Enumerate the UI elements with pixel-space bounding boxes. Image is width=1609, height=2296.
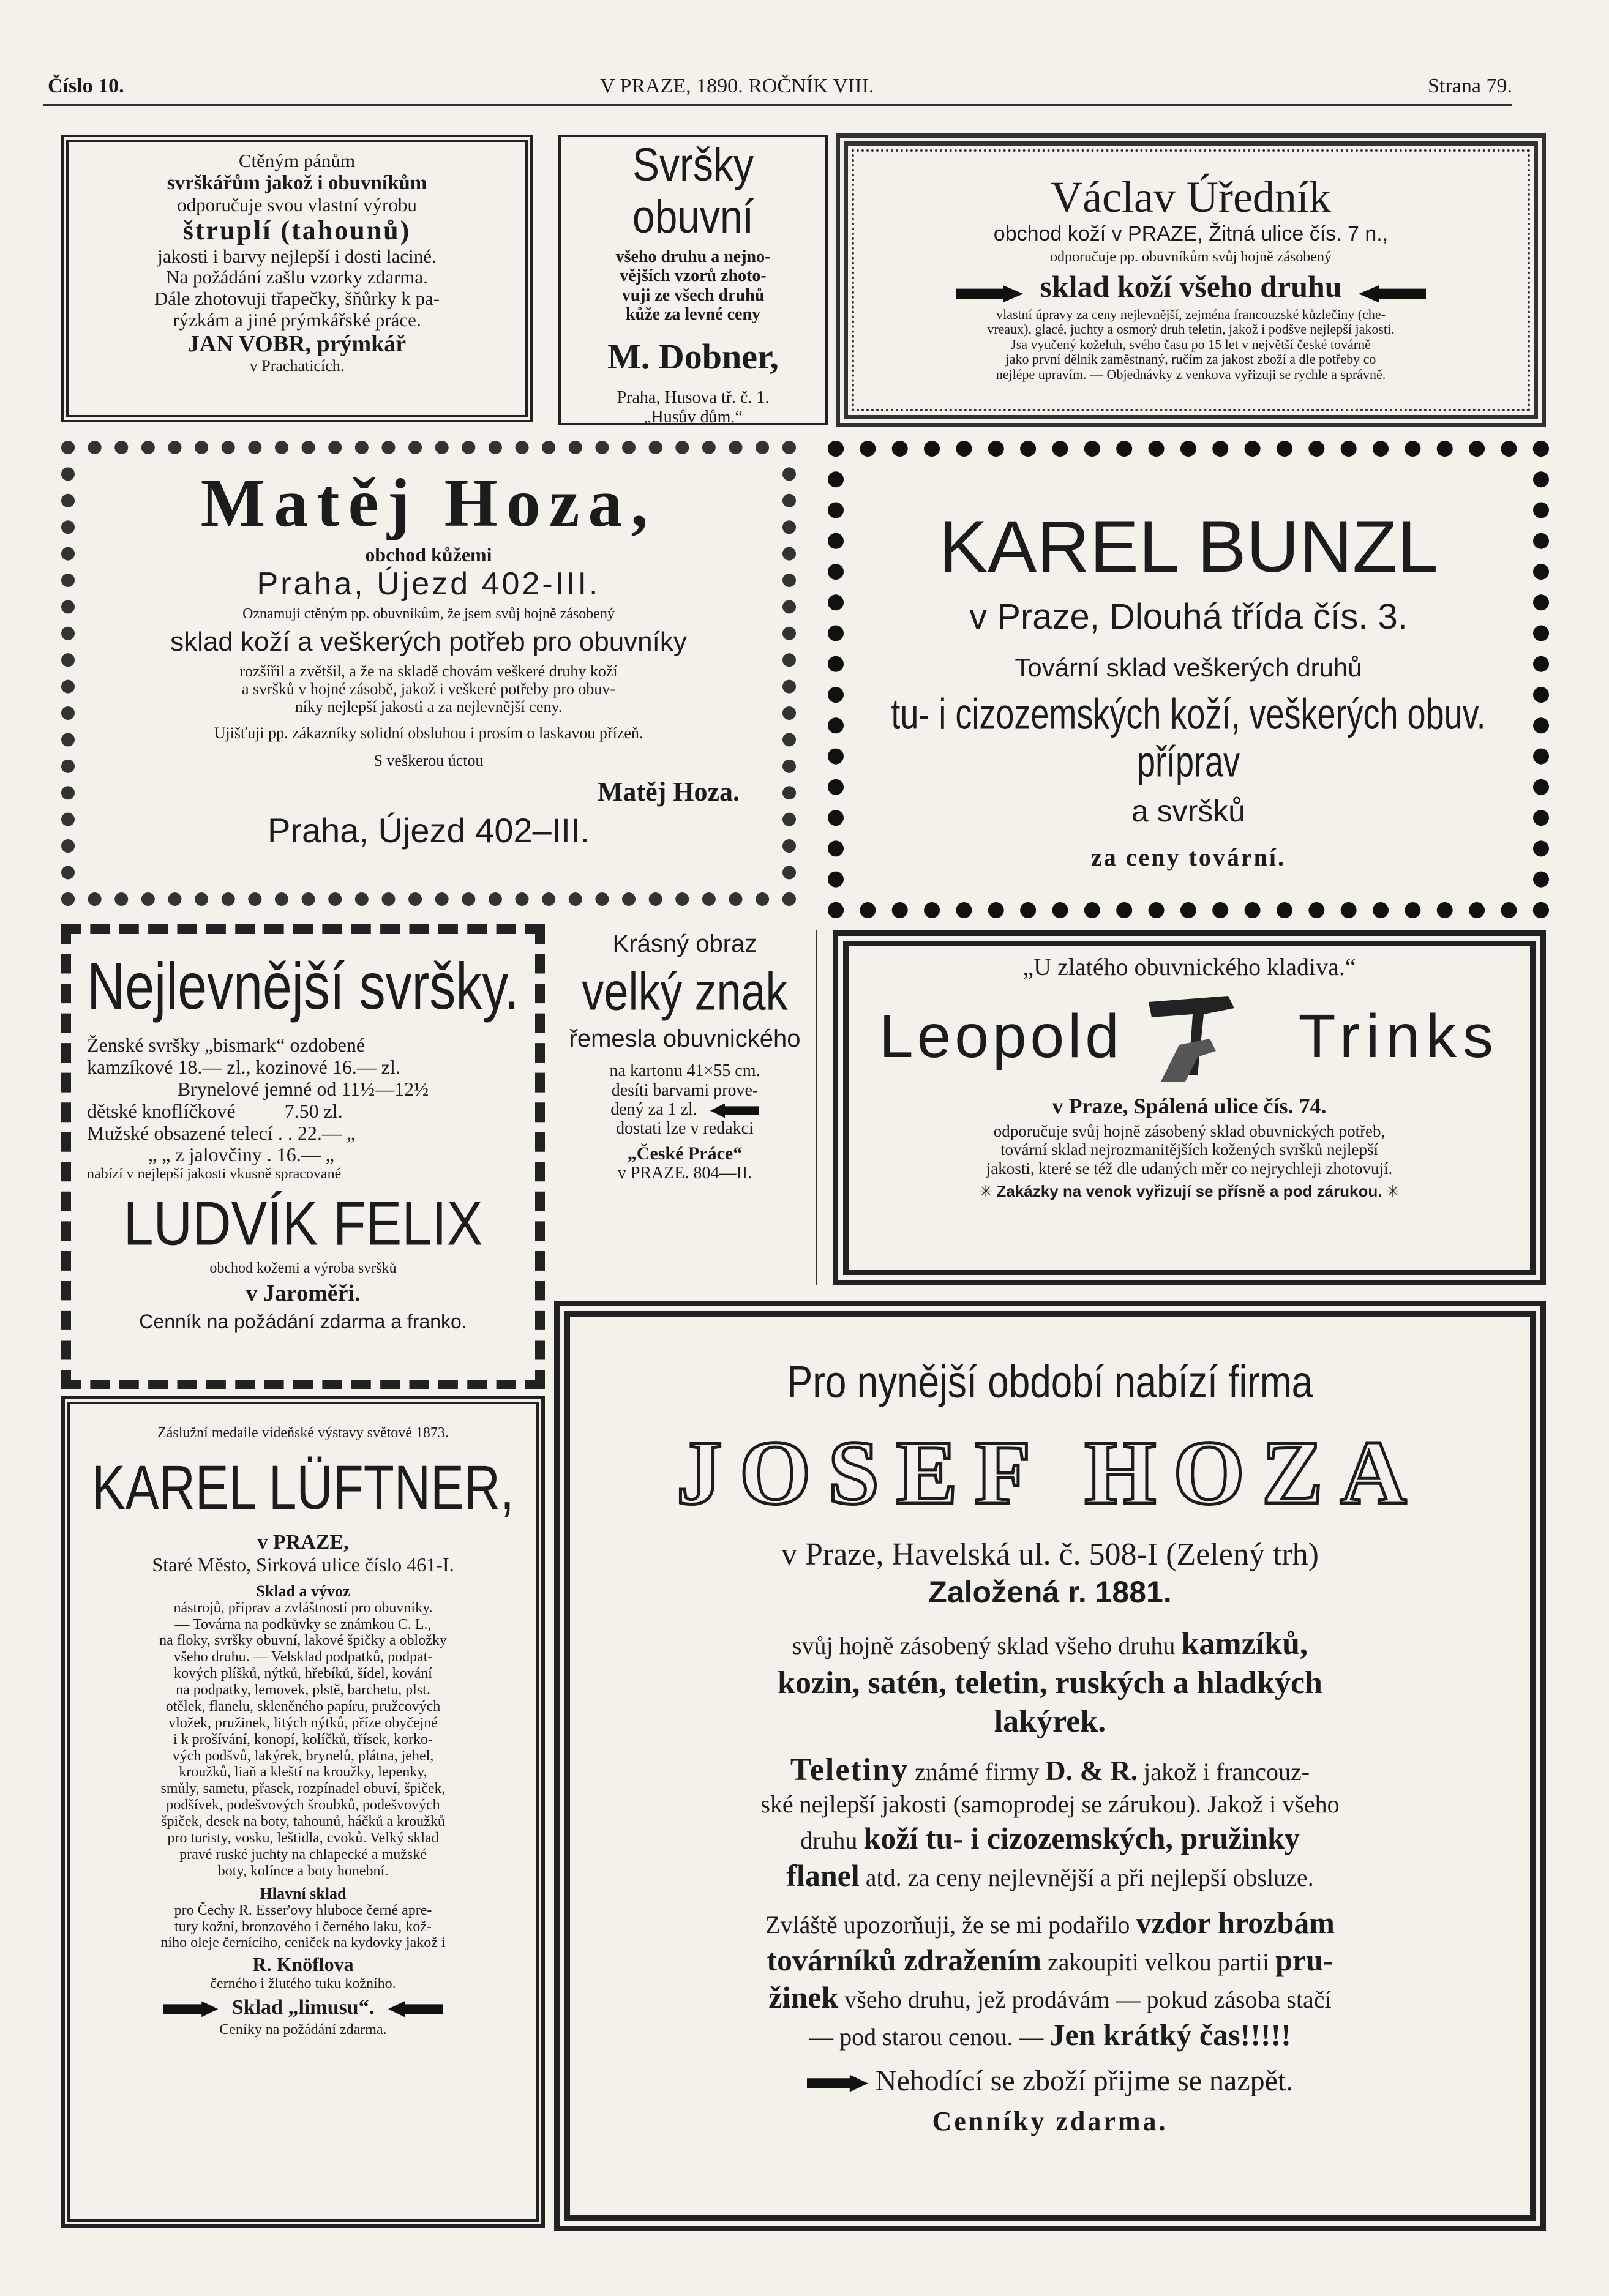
luftner-body2-3: ního oleje černícího, ceniček na kydovky jakož i [160,1935,446,1951]
ad-matej-hoza [61,441,796,906]
page-header [43,75,1512,105]
felix-name: LUDVÍK FELIX [123,1188,483,1258]
vobr-signature: JAN VOBR, prýmkář [187,331,407,357]
matej-assure: Ujišťuji pp. zákazníky solidní obsluhou i prosím o laskavou přízeň. [214,724,643,742]
josef-addr-row [607,1535,1493,1574]
josef-p2e: ské nejlepší jakosti (samoprodej se zárukou). Jakož i všeho [760,1790,1340,1818]
dobner-body-3: vuji ze všech druhů [621,285,765,305]
ad-felix [61,924,545,1389]
pointing-hand-icon [710,1104,759,1118]
issue-number: Číslo 10. [48,75,124,97]
luftner-sec1: Sklad a vývoz [256,1582,350,1600]
star-icon: ✳ [979,1182,992,1201]
luftner-body-11: kroužků, liaň a kleští na kroužky, lepenky, [179,1764,427,1781]
luftner-body-17: boty, kolínce a boty honební. [217,1863,389,1879]
trinks-footer: Zakázky na venok vyřizují se přísně a pod zárukou. [996,1181,1382,1200]
issue-date-volume: V PRAZE, 1890. ROČNÍK VIII. [600,75,874,97]
luftner-body-15: pro turisty, vosku, leštidla, cvoků. Velký sklad [167,1830,439,1846]
trinks-name-row [873,990,1506,1094]
josef-para-4 [607,2063,1493,2100]
josef-p1b: kamzíků, [1181,1626,1308,1662]
trinks-body-3: jakosti, které se též dle udaných měr co nejrychleji zhotovují. [986,1159,1393,1178]
luftner-body-1: nástrojů, příprav a zvláštností pro obuvníky. [173,1599,433,1616]
urednik-body-1: vlastní úpravy za ceny nejlevnější, zejména francouzské kůzlečiny (che- [996,306,1386,322]
luftner-footer: Ceníky na požádání zdarma. [219,2022,387,2038]
luftner-body-8: vložek, pružinek, litých nýtků, příze obyčejné [168,1715,438,1731]
luftner-body-2: — Továrna na podkůvky se známkou C. L., [174,1616,432,1632]
obraz-line-1: Krásný obraz [612,930,757,957]
josef-p3e: pru- [1275,1942,1333,1977]
matej-regards: S veškerou úctou [373,752,484,770]
dobner-body-4: kůže za levné ceny [625,304,761,324]
matej-body-3: níky nejlepší jakosti a za nejlevnější ceny. [294,697,563,716]
luftner-sklad: Sklad „limusu“. [231,1996,375,2019]
matej-headline: sklad koží a veškerých potřeb pro obuvníky [170,627,687,657]
josef-p2c: D. & R. [1045,1755,1138,1787]
josef-p3i: Jen krátký čas!!!!! [1049,2017,1291,2052]
page-number: Strana 79. [1428,75,1512,97]
matej-sub: obchod kůžemi [365,544,492,566]
ad-obraz [554,930,817,1285]
urednik-body-3: Jsa vyučený koželuh, svého času po 15 let v největší české továrně [1011,336,1371,352]
luftner-body-10: vých podšvů, lakýrek, brynelů, plátna, jehel, [172,1748,434,1764]
josef-p3c: továrníků zdražením [767,1942,1041,1977]
hand-holding-hammer-icon [1136,990,1247,1088]
luftner-body2-1: pro Čechy R. Esser'ovy hluboce černé apre- [174,1902,432,1918]
luftner-body-12: smůly, sametu, přasek, rozpínadel obuví, špiček, [160,1781,446,1797]
obraz-addr: v PRAZE. 804—II. [617,1164,752,1183]
matej-addr: Praha, Újezd 402-III. [257,566,601,602]
urednik-headline: sklad koží všeho druhu [1040,269,1342,304]
josef-p4: Nehodící se zboží přijme se nazpět. [875,2064,1294,2097]
ad-luftner [61,1396,545,2228]
josef-p2d: jakož i francouz- [1144,1758,1310,1786]
josef-para-2 [607,1751,1493,1894]
header-rule [43,104,1512,106]
josef-p3g: všeho druhu, jež prodávám — pokud zásoba stačí [844,1985,1332,2013]
josef-p2b: známé firmy [915,1758,1040,1786]
urednik-body-4: jako první dělník zaměstnaný, ručím za jakost zboží a dle potřeby co [1005,351,1376,367]
luftner-sec2: Hlavní sklad [260,1884,347,1902]
urednik-body-2: vreaux), glacé, juchty a osmorý druh teletin, jakož i podšve nejlepší jakosti. [987,321,1395,337]
urednik-body-5: nejlépe upravím. — Objednávky z venkova vyřizuji se rychle a správně. [996,367,1386,383]
matej-signature: Matěj Hoza. [597,777,740,807]
vobr-line-7: Dále zhotovuji třapečky, šňůrky k pa- [154,288,440,310]
vobr-line-1: Ctěným pánům [238,150,356,171]
josef-p2f: druhu [800,1826,858,1854]
felix-title: Nejlevnější svršky. [87,949,519,1023]
obraz-line-2: řemesla obuvnického [569,1025,801,1053]
luftner-body-4: všeho druhu. — Velsklad podpatků, podpat- [173,1649,433,1666]
josef-p1d: lakýrek. [994,1703,1106,1739]
vobr-line-8: rýzkám a jiné prýmkářské práce. [173,309,421,331]
trinks-body-1: odporučuje svůj hojně zásobený sklad obuvnických potřeb, [993,1122,1386,1141]
luftner-body-3: na floky, svršky obuvní, lakové špičky a obložky [159,1632,447,1649]
ad-bunzl [828,441,1549,918]
matej-body-2: a svršků v hojné zásobě, jakož i veškeré potřeby pro obuv- [241,679,616,698]
dobner-body-2: vějších vzorů zhoto- [620,266,767,286]
dobner-addr-1: Praha, Husova tř. č. 1. [617,388,770,408]
ad-dobner [558,135,828,425]
vobr-line-6: Na požádání zašlu vzorky zdarma. [166,266,428,288]
josef-p2h: flanel [786,1858,860,1893]
urednik-rec: odporučuje pp. obuvníkům svůj hojně zásobený [1050,249,1332,265]
josef-p3a: Zvláště upozorňuji, že se mi podařilo [765,1910,1130,1939]
felix-row-6: „ „ z jalovčiny . 16.— „ [148,1143,334,1166]
josef-intro: Pro nynější období nabízí firma [787,1357,1313,1408]
luftner-body-7: otělek, flanelu, skleněného papíru, pružcových [165,1698,441,1715]
bunzl-name: KAREL BUNZL [939,506,1438,588]
obraz-paper: „České Práce“ [627,1143,743,1164]
felix-footer: Cenník na požádání zdarma a franko. [139,1311,467,1333]
josef-p1a: svůj hojně zásobený sklad všeho druhu [792,1632,1176,1660]
felix-row-4: dětské knoflíčkové 7.50 zl. [87,1099,343,1122]
hand-icon [1161,1039,1216,1082]
luftner-body-13: podšívek, podešvových šroubků, podešvových [166,1797,440,1814]
josef-para-3 [607,1904,1493,2054]
josef-p2a: Teletiny [790,1752,909,1788]
felix-row-3: Brynelové jemné od 11½—12½ [177,1077,429,1100]
pointing-hand-icon [956,285,1023,302]
felix-row-1: Ženské svršky „bismark“ ozdobené [87,1034,366,1056]
star-icon: ✳ [1386,1182,1400,1201]
bunzl-line2: tu- i cizozemských koží, veškerých obuv. příprav [891,690,1486,787]
pointing-hand-icon [807,2075,868,2092]
dobner-addr-2: „Husův dům.“ [643,407,743,427]
ad-josef-hoza [554,1301,1546,2231]
vobr-line-2: svrškářům jakož i obuvníkům [167,171,427,194]
ad-vobr [61,135,533,422]
obraz-body-1: na kartonu 41×55 cm. [609,1061,760,1081]
vobr-place: v Prachaticích. [249,357,345,375]
obraz-body-3: dený za 1 zl. [610,1099,697,1119]
bunzl-addr: v Praze, Dlouhá třída čís. 3. [969,597,1408,637]
bunzl-line3: a svršků [1131,794,1246,829]
luftner-name: KAREL LÜFTNER, [92,1453,514,1523]
josef-p3b: vzdor hrozbám [1136,1905,1335,1940]
ad-trinks [833,930,1546,1285]
matej-body-1: rozšířil a zvětšil, a že na skladě chovám veškeré druhy koží [239,662,618,680]
ad-urednik [836,133,1546,427]
vobr-line-5: jakosti i barvy nejlepší i dosti laciné. [157,245,437,267]
dobner-body-1: všeho druhu a nejno- [615,247,771,266]
trinks-name-left: Leopold [879,1001,1123,1071]
urednik-headline-row [875,269,1507,304]
trinks-body-2: tovární sklad nejrozmanitějších kožených svršků nejlepší [1000,1140,1379,1159]
josef-founded: Založená r. 1881. [928,1575,1172,1610]
urednik-name: Václav Úředník [1051,173,1331,222]
josef-p3d: zakoupiti velkou partii [1047,1948,1270,1976]
felix-sub: obchod kožemi a výroba svršků [209,1260,397,1276]
matej-name: Matěj Hoza, [200,465,657,541]
dobner-title: Svršky obuvní [632,138,754,242]
trinks-name-right: Trinks [1298,1001,1499,1071]
luftner-body-5: kových plíšků, nýtků, hřebíků, šídel, kování [174,1666,432,1682]
trinks-footer-row [873,1183,1506,1201]
bunzl-line4: za ceny tovární. [1091,843,1286,872]
matej-footer: Praha, Újezd 402–III. [267,811,590,850]
josef-addr: v Praze, Havelská ul. č. 508-I (Zelený trh) [781,1536,1319,1572]
dobner-name: M. Dobner, [607,337,779,377]
obraz-price-row [558,1100,812,1119]
luftner-body-16: pravé ruské juchty na chlapecké a mužské [179,1846,427,1863]
josef-para-1 [607,1625,1493,1741]
obraz-big: velký znak [582,962,788,1022]
luftner-body-9: i k prošívání, konopí, kolíčků, třísek, korko- [173,1731,433,1748]
josef-p3f: žinek [768,1980,839,2014]
luftner-sklad-row [80,1996,527,2019]
luftner-addr: Staré Město, Sirková ulice číslo 461-I. [152,1553,454,1576]
felix-row-5: Mužské obsazené telecí . . 22.— „ [87,1121,356,1144]
pointing-hand-icon [1359,285,1426,302]
luftner-city: v PRAZE, [257,1530,349,1554]
luftner-body3: černého i žlutého tuku kožního. [210,1976,396,1992]
pointing-hand-icon [163,2001,218,2017]
josef-p2i: atd. za ceny nejlevnější a při nejlepší obsluze. [865,1863,1314,1891]
trinks-motto: „U zlatého obuvnického kladiva.“ [1022,953,1356,981]
vobr-headline: štruplí (tahounů) [182,215,411,246]
luftner-body2-2: tury kožní, bronzového i černého laku, kož- [174,1918,432,1935]
urednik-sub: obchod koží v PRAZE, Žitná ulice čís. 7 n., [993,222,1389,245]
obraz-body-2: desíti barvami prove- [611,1080,759,1100]
josef-p3h: — pod starou cenou. — [809,2022,1044,2051]
luftner-medal: Záslužní medaile vídeňské výstavy světové 1873. [157,1425,449,1441]
josef-p1c: kozin, satén, teletin, ruských a hladkých [778,1665,1322,1700]
felix-row-2: kamzíkové 18.— zl., kozinové 16.— zl. [87,1056,400,1079]
pointing-hand-icon [388,2001,443,2017]
obraz-obtain: dostati lze v redakci [616,1119,754,1139]
bunzl-line1: Tovární sklad veškerých druhů [1015,653,1362,682]
josef-name: JOSEF HOZA [676,1421,1424,1524]
felix-row-7: nabízí v nejlepší jakosti vkusně spracované [87,1166,342,1183]
felix-place: v Jaroměři. [246,1280,361,1306]
josef-p2g: koží tu- i cizozemských, pružinky [863,1820,1300,1855]
luftner-body-6: na podpatky, lemovek, plstě, barchetu, plst. [176,1682,430,1699]
luftner-brand: R. Knöflova [252,1953,354,1976]
josef-p5: Cenníky zdarma. [932,2106,1168,2137]
luftner-body-14: špiček, desek na boty, tahounů, háčků a kroužků [161,1814,445,1830]
trinks-addr: v Praze, Spálená ulice čís. 74. [1052,1093,1327,1118]
matej-intro: Oznamuji ctěným pp. obuvníkům, že jsem svůj hojně zásobený [242,605,615,622]
vobr-line-3: odporučuje svou vlastní výrobu [177,193,417,215]
